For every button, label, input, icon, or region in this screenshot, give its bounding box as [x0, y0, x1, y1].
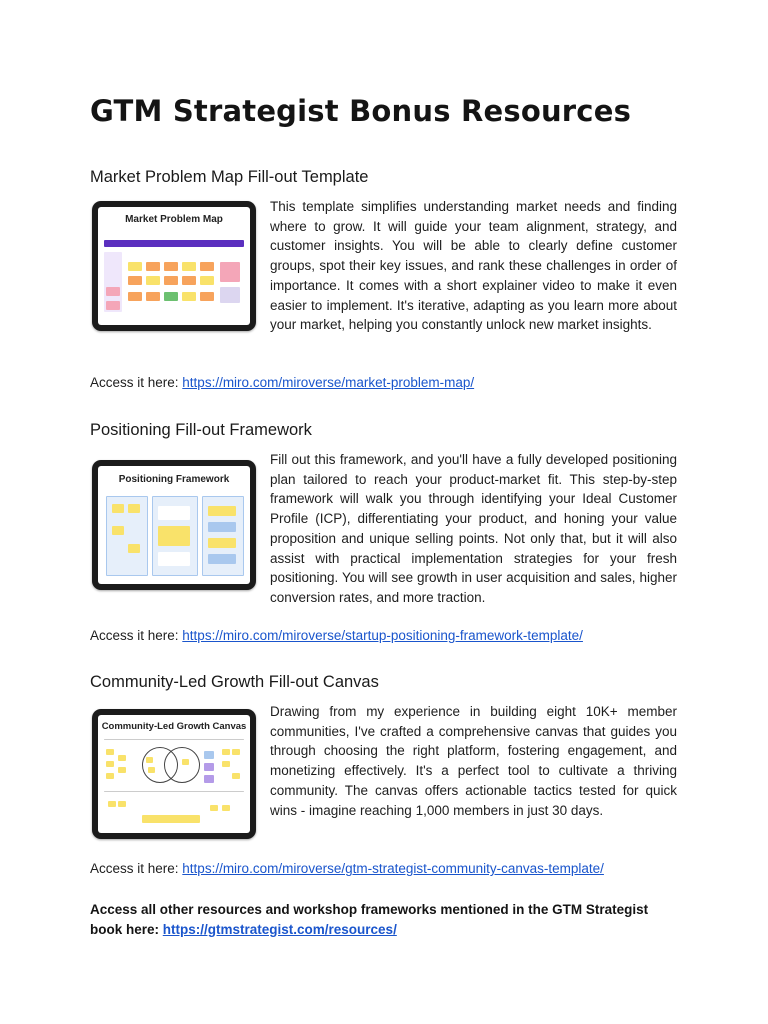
thumbnail-screen — [98, 466, 250, 584]
community-canvas-thumbnail — [92, 709, 256, 839]
sticky-note — [112, 526, 124, 535]
sticky-note — [182, 262, 196, 271]
section-body-community-canvas: Drawing from my experience in building eight 10K+ member communities, I've crafted a comprehensive canvas that guides you through choosing the right platform, fostering engagement, and monetizing effectively. It's a perfect tool to cultivate a thriving community. The canvas offers actionable tactics tested for quick wins - imagine reaching 1,000 members in just 30 days. — [270, 704, 677, 818]
section-heading-community-canvas: Community-Led Growth Fill-out Canvas — [90, 673, 379, 691]
sticky-note — [146, 757, 153, 763]
sticky-note — [128, 504, 140, 513]
section-body-market-problem-map: This template simplifies understanding market needs and finding where to grow. It will guide your team alignment, strategy, and customer insights. You will be able to clearly define customer groups, spot their key issues, and rank these challenges in order of importance. It comes with a short explainer video to make it even easier to implement. It's iterative, adapting as you learn more about your market, helping you constantly unlock new market insights. — [270, 199, 677, 333]
sticky-note — [128, 262, 142, 271]
access-label: Access it here: — [90, 375, 183, 390]
sticky-note — [208, 538, 236, 548]
sticky-note — [182, 292, 196, 301]
sticky-note — [118, 767, 126, 773]
sticky-note — [106, 749, 114, 755]
sticky-note — [146, 292, 160, 301]
thumbnail-title: Community-Led Growth Canvas — [101, 721, 247, 732]
sticky-note — [106, 773, 114, 779]
venn-circle — [164, 747, 200, 783]
sticky-note — [118, 801, 126, 807]
framework-card — [158, 552, 190, 566]
purple-banner — [104, 240, 244, 247]
sticky-note — [128, 276, 142, 285]
divider — [104, 739, 244, 740]
footer-text: Access all other resources and workshop frameworks mentioned in the GTM Strategist book here: — [90, 902, 649, 937]
page-title: GTM Strategist Bonus Resources — [90, 94, 632, 128]
sticky-note — [158, 526, 190, 546]
sticky-note — [204, 763, 214, 771]
access-line-community-canvas — [90, 861, 604, 876]
thumbnail-title: Market Problem Map — [125, 214, 223, 225]
resources-footer — [90, 900, 680, 939]
sticky-note — [232, 749, 240, 755]
sticky-note — [146, 276, 160, 285]
sticky-note — [208, 522, 236, 532]
sticky-note — [148, 767, 155, 773]
sticky-note — [204, 775, 214, 783]
sticky-strip — [142, 815, 200, 823]
sticky-note — [200, 292, 214, 301]
sticky-note — [164, 276, 178, 285]
sticky-note — [232, 773, 240, 779]
section-body-positioning-framework: Fill out this framework, and you'll have a fully developed positioning plan tailored to reach your product-market fit. This step-by-step framework will walk you through identifying your Ideal Customer Profile (ICP), differentiating your product, and honing your value proposition and unique selling points. Not only that, but it will also assist with practical implementation strategies for your fresh positioning. You will see growth in user acquisition and sales, higher conversion rates, and more traction. — [270, 452, 677, 605]
sticky-note — [106, 301, 120, 310]
section-heading-market-problem-map: Market Problem Map Fill-out Template — [90, 168, 369, 186]
market-problem-map-thumbnail — [92, 201, 256, 331]
divider — [104, 791, 244, 792]
sticky-note — [128, 544, 140, 553]
access-label: Access it here: — [90, 628, 183, 643]
sticky-note — [112, 504, 124, 513]
sticky-note — [108, 801, 116, 807]
resources-link[interactable]: https://gtmstrategist.com/resources/ — [162, 921, 397, 937]
sticky-note — [200, 276, 214, 285]
positioning-framework-thumbnail — [92, 460, 256, 590]
sticky-note — [204, 751, 214, 759]
positioning-framework-link[interactable]: https://miro.com/miroverse/startup-positioning-framework-template/ — [182, 628, 583, 643]
access-line-positioning-framework — [90, 628, 583, 643]
access-label: Access it here: — [90, 861, 183, 876]
sticky-note — [106, 287, 120, 296]
access-line-market-problem-map — [90, 375, 474, 390]
sticky-note — [220, 287, 240, 303]
thumbnail-title: Positioning Framework — [118, 474, 230, 485]
sticky-note — [208, 554, 236, 564]
sticky-note — [208, 506, 236, 516]
market-problem-map-link[interactable]: https://miro.com/miroverse/market-problem-map/ — [182, 375, 475, 390]
sticky-note — [146, 262, 160, 271]
sticky-note — [222, 749, 230, 755]
sticky-note — [128, 292, 142, 301]
sticky-note — [106, 761, 114, 767]
section-heading-positioning-framework: Positioning Fill-out Framework — [90, 421, 312, 439]
sticky-note — [200, 262, 214, 271]
sticky-note — [182, 276, 196, 285]
community-canvas-link[interactable]: https://miro.com/miroverse/gtm-strategist-community-canvas-template/ — [182, 861, 604, 876]
sticky-note — [164, 262, 178, 271]
sticky-note — [164, 292, 178, 301]
sticky-note — [220, 262, 240, 282]
thumbnail-screen — [98, 207, 250, 325]
sticky-note — [182, 759, 189, 765]
sticky-note — [222, 761, 230, 767]
sticky-note — [210, 805, 218, 811]
sticky-note — [118, 755, 126, 761]
thumbnail-screen — [98, 715, 250, 833]
sticky-note — [222, 805, 230, 811]
framework-card — [158, 506, 190, 520]
